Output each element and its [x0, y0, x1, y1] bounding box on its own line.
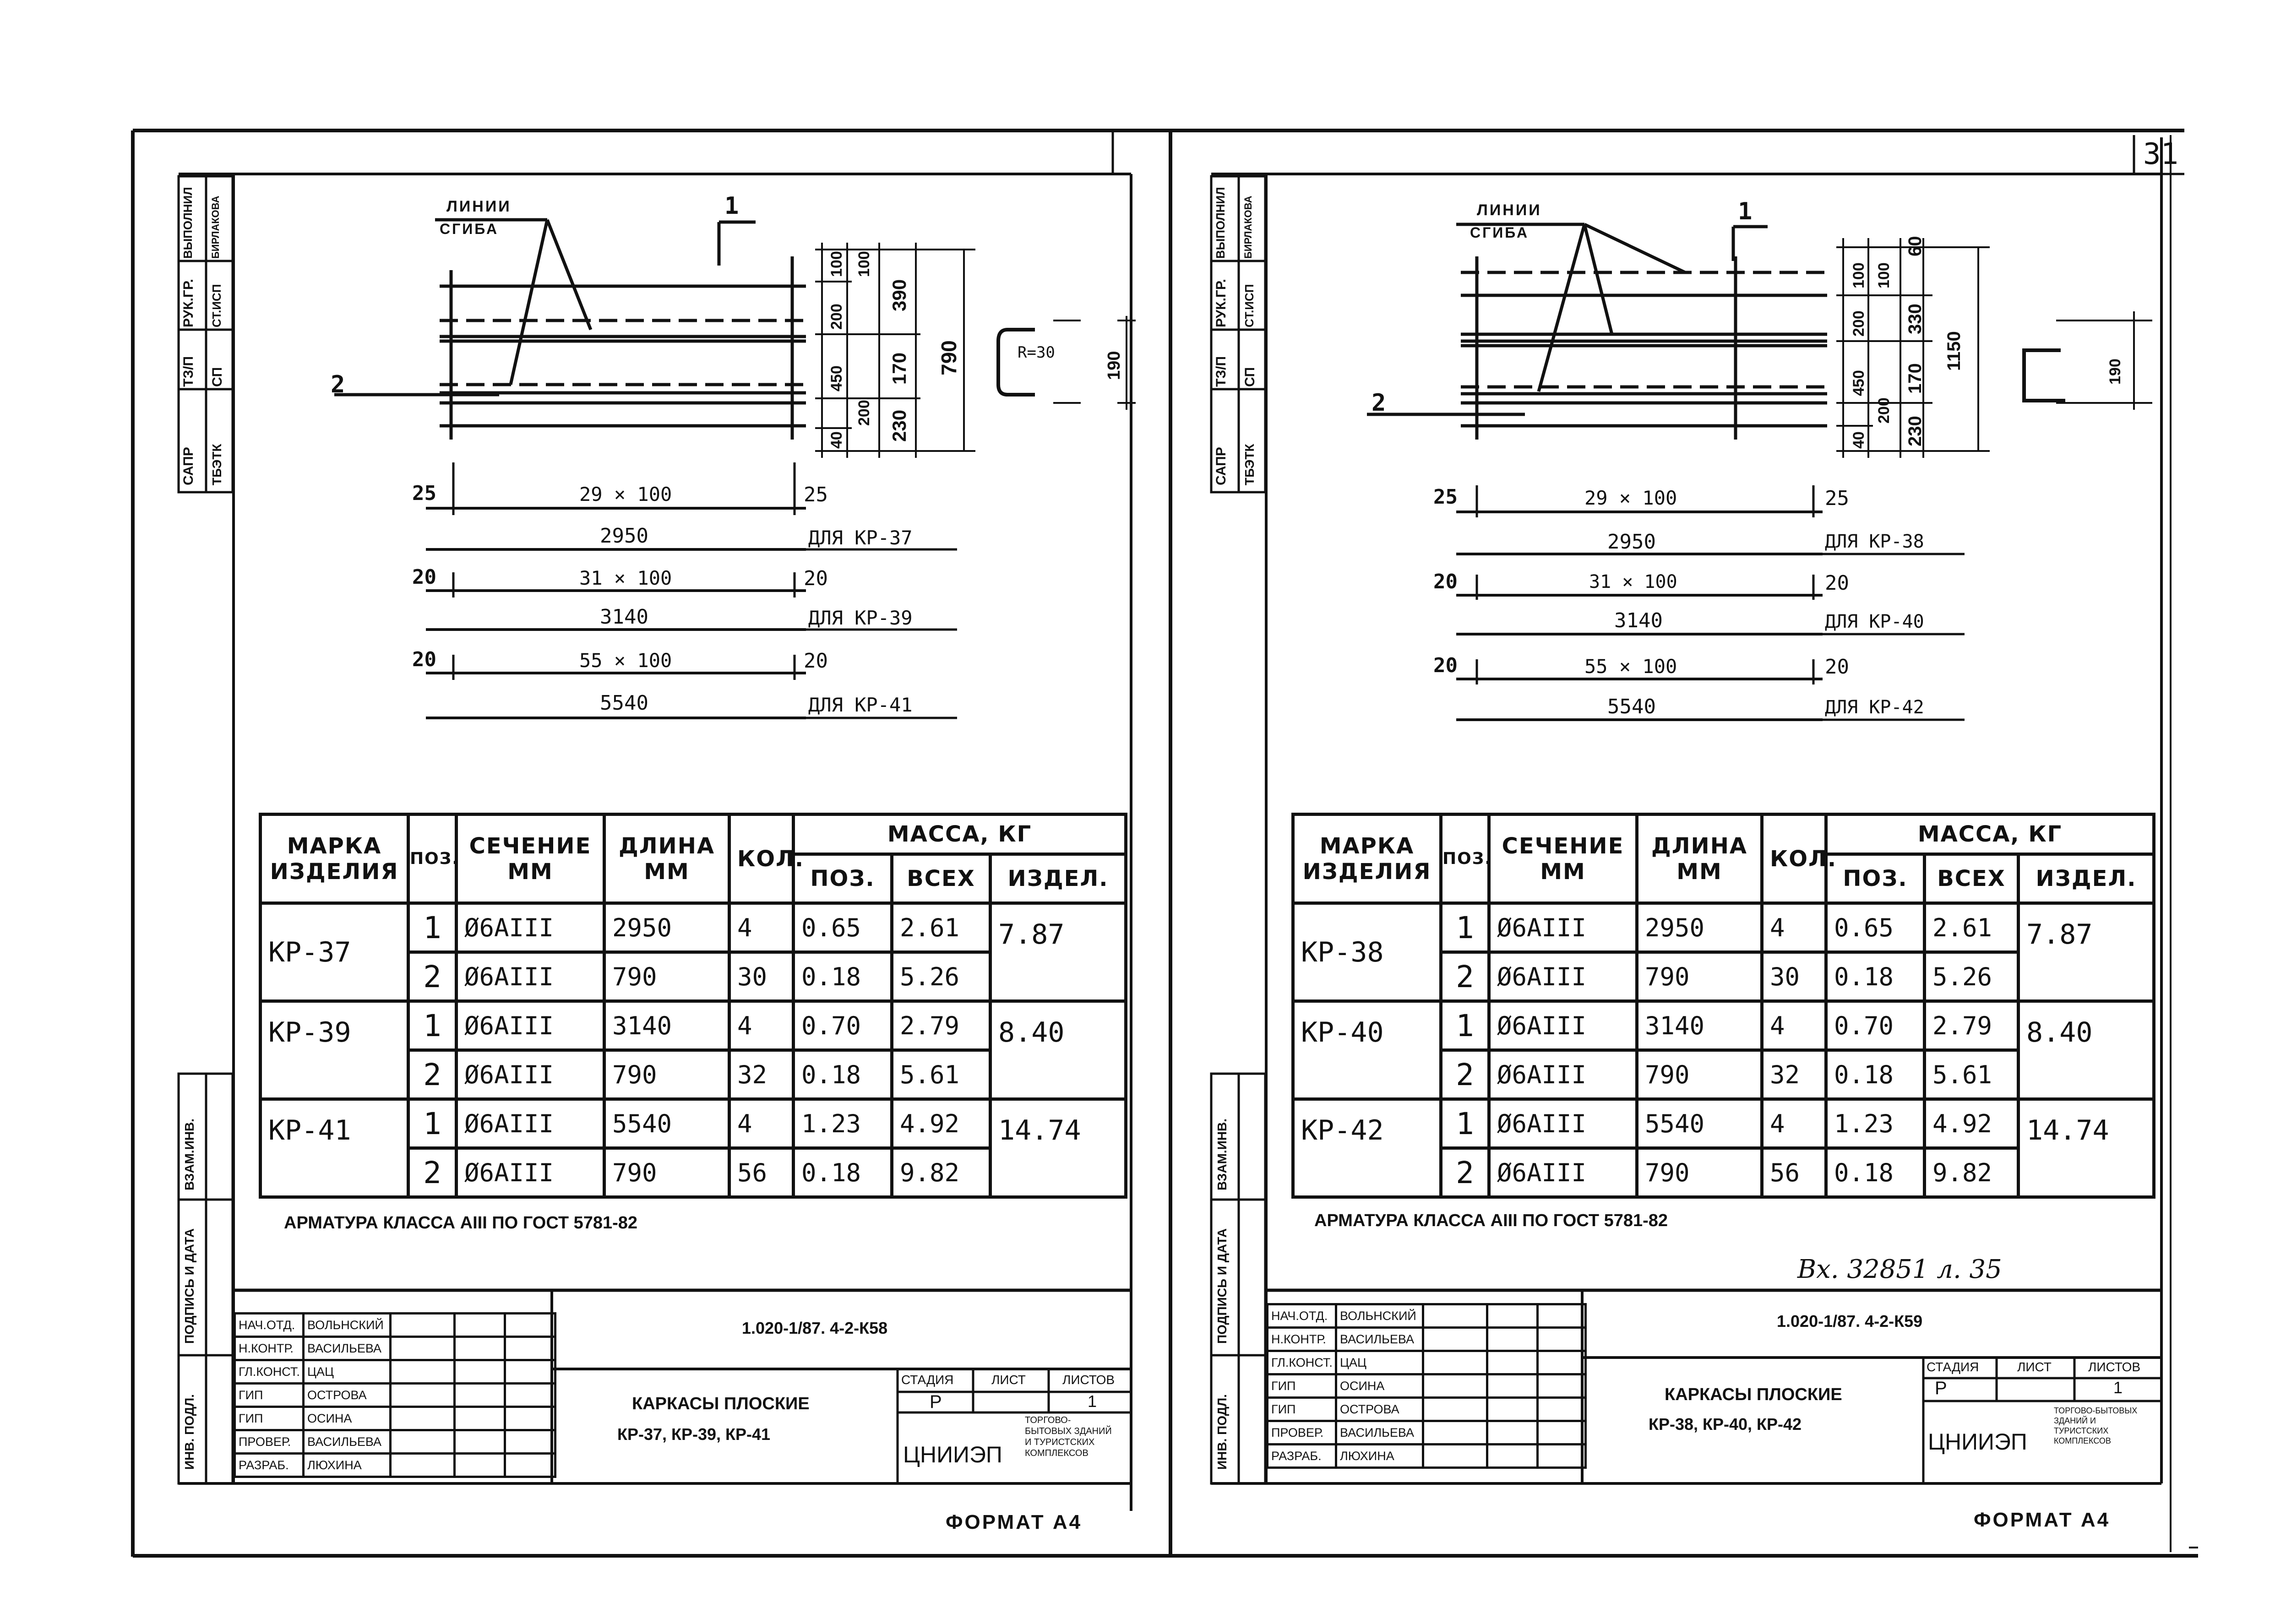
- right-mark-1: 1: [1738, 198, 1753, 225]
- right-len-3-span: 55 × 100: [1584, 655, 1677, 678]
- stamp-name-birlakova-right: БИРЛАКОВА: [1242, 196, 1254, 259]
- left-len-2-left: 20: [412, 565, 436, 589]
- right-mark-cell: КР-40: [1293, 1001, 1441, 1099]
- left-mass-all-cell: 9.82: [892, 1148, 991, 1197]
- right-qty-cell: 4: [1762, 903, 1826, 952]
- right-len-2-total: 3140: [1614, 609, 1663, 632]
- right-mass-all-cell: 5.61: [1925, 1050, 2019, 1099]
- right-sheet-label: ЛИСТ: [2017, 1360, 2052, 1374]
- left-pos-cell: 1: [408, 903, 457, 952]
- left-hdr-mass-all: ВСЕХ: [892, 854, 991, 903]
- left-dim-200b: 200: [855, 400, 873, 426]
- left-len-2-span: 31 × 100: [579, 567, 672, 589]
- right-len-3-right: 20: [1825, 655, 1849, 679]
- right-qty-cell: 56: [1762, 1148, 1826, 1197]
- staff-name: ВОЛЬНСКИЙ: [304, 1314, 391, 1337]
- right-section-cell: Ø6АIII: [1489, 1050, 1637, 1099]
- staff-role: ПРОВЕР.: [235, 1430, 304, 1454]
- left-dim-40: 40: [828, 431, 845, 449]
- stamp-label-rukgr-left: РУК.ГР.: [181, 279, 196, 327]
- staff-role: РАЗРАБ.: [235, 1454, 304, 1477]
- right-mass-pos-cell: 0.18: [1826, 1050, 1925, 1099]
- right-total-cell: 14.74: [2019, 1099, 2154, 1197]
- left-sheets-value: 1: [1088, 1392, 1097, 1411]
- right-qty-cell: 4: [1762, 1001, 1826, 1050]
- left-pos-cell: 2: [408, 1148, 457, 1197]
- right-len-3-left: 20: [1433, 654, 1458, 677]
- left-section-cell: Ø6АIII: [457, 903, 604, 952]
- stamp-label-sapr-right: САПР: [1214, 447, 1229, 485]
- right-doc-code: 1.020-1/87. 4-2-К59: [1777, 1312, 1923, 1331]
- handwritten-inbox-note: Вх. 32851 л. 35: [1797, 1255, 2002, 1284]
- stamp-label-vypolnil-left: ВЫПОЛНИЛ: [181, 187, 195, 259]
- right-dim-60: 60: [1905, 236, 1925, 256]
- right-bend-label-2: СГИБА: [1470, 224, 1529, 241]
- left-pos-cell: 1: [408, 1001, 457, 1050]
- right-bend-label-1: ЛИНИИ: [1477, 201, 1542, 219]
- right-section-cell: Ø6АIII: [1489, 952, 1637, 1001]
- right-org-name: ЦНИИЭП: [1928, 1429, 2027, 1455]
- right-length-cell: 3140: [1637, 1001, 1762, 1050]
- stamp-name-tbetk-left: ТБЭТК: [210, 444, 224, 485]
- right-org-small: ТОРГОВО-БЫТОВЫХ ЗДАНИЙ И ТУРИСТСКИХ КОМПЛЕКСОВ: [2054, 1406, 2138, 1445]
- right-mass-all-cell: 9.82: [1925, 1148, 2019, 1197]
- page-corner-number: 31: [2143, 137, 2179, 171]
- left-length-cell: 5540: [604, 1099, 729, 1148]
- left-sheet-label: ЛИСТ: [991, 1373, 1026, 1387]
- side-col-vzam-inv-right: ВЗАМ.ИНВ.: [1215, 1118, 1229, 1190]
- staff-name: ОСТРОВА: [1336, 1398, 1423, 1421]
- right-len-3-for: ДЛЯ КР-42: [1825, 697, 1924, 718]
- right-mark-2: 2: [1372, 389, 1386, 417]
- right-len-2-right: 20: [1825, 571, 1849, 595]
- left-mark-2: 2: [331, 371, 345, 398]
- side-col-podpis-right: ПОДПИСЬ И ДАТА: [1215, 1228, 1229, 1344]
- left-mass-pos-cell: 0.70: [794, 1001, 892, 1050]
- right-pos-cell: 1: [1441, 1099, 1489, 1148]
- left-hdr-pos: ПОЗ.: [408, 815, 457, 903]
- right-hdr-qty: КОЛ.: [1762, 815, 1826, 903]
- staff-name: ВАСИЛЬЕВА: [1336, 1421, 1423, 1445]
- staff-name: ВАСИЛЬЕВА: [304, 1430, 391, 1454]
- stamp-label-tp-left: ТЗ/П: [181, 356, 196, 387]
- stamp-label-tp-right: ТЗ/П: [1214, 356, 1229, 387]
- left-len-2-right: 20: [804, 567, 828, 590]
- right-dim-170: 170: [1905, 363, 1925, 394]
- stamp-name-sp-right: СП: [1242, 367, 1257, 387]
- right-pos-cell: 1: [1441, 1001, 1489, 1050]
- right-mark-cell: КР-42: [1293, 1099, 1441, 1197]
- left-title-line2: КР-37, КР-39, КР-41: [617, 1425, 771, 1444]
- left-dim-230: 230: [888, 409, 910, 442]
- left-pos-cell: 1: [408, 1099, 457, 1148]
- left-length-cell: 790: [604, 952, 729, 1001]
- left-hdr-mass-item: ИЗДЕЛ.: [991, 854, 1126, 903]
- left-mass-pos-cell: 0.18: [794, 1148, 892, 1197]
- right-section-cell: Ø6АIII: [1489, 1148, 1637, 1197]
- left-sheets-label: ЛИСТОВ: [1062, 1373, 1115, 1387]
- left-length-cell: 3140: [604, 1001, 729, 1050]
- left-dim-100a: 100: [828, 251, 845, 277]
- right-mass-pos-cell: 0.65: [1826, 903, 1925, 952]
- right-dim-450: 450: [1850, 370, 1867, 396]
- right-total-cell: 8.40: [2019, 1001, 2154, 1099]
- left-qty-cell: 32: [729, 1050, 794, 1099]
- left-format-label: ФОРМАТ А4: [946, 1511, 1083, 1533]
- stamp-name-birlakova-left: БИРЛАКОВА: [210, 196, 221, 259]
- left-length-cell: 790: [604, 1148, 729, 1197]
- right-staff-table: [1266, 1303, 1587, 1469]
- left-pos-cell: 2: [408, 952, 457, 1001]
- right-length-cell: 790: [1637, 1050, 1762, 1099]
- right-dim-100b: 100: [1875, 262, 1893, 288]
- right-mass-all-cell: 5.26: [1925, 952, 2019, 1001]
- right-title-line2: КР-38, КР-40, КР-42: [1649, 1415, 1802, 1434]
- right-len-3-total: 5540: [1607, 695, 1656, 718]
- right-stirrup-height: 190: [2106, 358, 2124, 385]
- staff-name: ЦАЦ: [1336, 1351, 1423, 1374]
- left-len-1-left: 25: [412, 482, 436, 505]
- left-mass-all-cell: 5.26: [892, 952, 991, 1001]
- right-length-cell: 5540: [1637, 1099, 1762, 1148]
- right-pos-cell: 2: [1441, 1050, 1489, 1099]
- right-hdr-mark: МАРКА ИЗДЕЛИЯ: [1293, 815, 1441, 903]
- left-bend-label-1: ЛИНИИ: [446, 198, 512, 215]
- right-len-2-for: ДЛЯ КР-40: [1825, 611, 1924, 632]
- right-len-2-left: 20: [1433, 570, 1458, 593]
- staff-name: ВОЛЬНСКИЙ: [1336, 1304, 1423, 1328]
- left-mass-pos-cell: 0.18: [794, 952, 892, 1001]
- staff-role: НАЧ.ОТД.: [235, 1314, 304, 1337]
- staff-role: НАЧ.ОТД.: [1268, 1304, 1336, 1328]
- stamp-label-vypolnil-right: ВЫПОЛНИЛ: [1214, 187, 1227, 259]
- left-bend-label-2: СГИБА: [440, 221, 499, 237]
- left-len-2-for: ДЛЯ КР-39: [808, 607, 913, 629]
- right-len-1-right: 25: [1825, 487, 1849, 510]
- left-len-3-total: 5540: [600, 691, 648, 715]
- left-hdr-section: СЕЧЕНИЕ ММ: [457, 815, 604, 903]
- right-pos-cell: 2: [1441, 1148, 1489, 1197]
- left-org-small: ТОРГОВО-БЫТОВЫХ ЗДАНИЙ И ТУРИСТСКИХ КОМПЛЕКСОВ: [1025, 1415, 1112, 1458]
- left-doc-code: 1.020-1/87. 4-2-К58: [742, 1319, 888, 1337]
- staff-name: ВАСИЛЬЕВА: [304, 1337, 391, 1360]
- left-mass-all-cell: 2.79: [892, 1001, 991, 1050]
- right-mass-all-cell: 2.61: [1925, 903, 2019, 952]
- right-section-cell: Ø6АIII: [1489, 1099, 1637, 1148]
- right-mass-pos-cell: 0.18: [1826, 952, 1925, 1001]
- right-sheets-label: ЛИСТОВ: [2088, 1360, 2141, 1374]
- right-hdr-mass: МАССА, КГ: [1826, 815, 2154, 854]
- right-dim-200b: 200: [1875, 397, 1893, 424]
- left-total-cell: 14.74: [991, 1099, 1126, 1197]
- right-mass-pos-cell: 0.70: [1826, 1001, 1925, 1050]
- right-hdr-pos: ПОЗ.: [1441, 815, 1489, 903]
- left-mass-pos-cell: 0.18: [794, 1050, 892, 1099]
- left-section-cell: Ø6АIII: [457, 1148, 604, 1197]
- staff-role: ГИП: [1268, 1374, 1336, 1398]
- right-qty-cell: 32: [1762, 1050, 1826, 1099]
- staff-role: Н.КОНТР.: [235, 1337, 304, 1360]
- staff-role: ГИП: [235, 1407, 304, 1430]
- staff-role: ГИП: [235, 1384, 304, 1407]
- left-hdr-qty: КОЛ.: [729, 815, 794, 903]
- left-mark-cell: КР-41: [261, 1099, 408, 1197]
- right-mass-pos-cell: 0.18: [1826, 1148, 1925, 1197]
- right-len-1-span: 29 × 100: [1584, 487, 1677, 509]
- right-len-1-for: ДЛЯ КР-38: [1825, 531, 1924, 552]
- left-qty-cell: 4: [729, 1099, 794, 1148]
- left-pos-cell: 2: [408, 1050, 457, 1099]
- staff-name: ЛЮХИНА: [304, 1454, 391, 1477]
- right-total-height: 1150: [1944, 331, 1964, 371]
- left-stirrup-height: 190: [1105, 351, 1124, 380]
- left-len-3-span: 55 × 100: [579, 649, 672, 672]
- left-qty-cell: 4: [729, 1001, 794, 1050]
- right-qty-cell: 4: [1762, 1099, 1826, 1148]
- right-dim-200: 200: [1850, 310, 1867, 337]
- left-mass-all-cell: 2.61: [892, 903, 991, 952]
- right-hdr-mass-all: ВСЕХ: [1925, 854, 2019, 903]
- staff-role: ГЛ.КОНСТ.: [235, 1360, 304, 1384]
- staff-role: ГИП: [1268, 1398, 1336, 1421]
- right-hdr-length: ДЛИНА ММ: [1637, 815, 1762, 903]
- left-dim-100b: 100: [855, 251, 873, 277]
- staff-name: ОСТРОВА: [304, 1384, 391, 1407]
- staff-role: Н.КОНТР.: [1268, 1328, 1336, 1351]
- left-length-cell: 2950: [604, 903, 729, 952]
- left-section-cell: Ø6АIII: [457, 1001, 604, 1050]
- left-dim-170: 170: [888, 352, 910, 385]
- left-section-cell: Ø6АIII: [457, 1099, 604, 1148]
- left-total-height: 790: [937, 340, 961, 375]
- right-sheets-value: 1: [2113, 1378, 2123, 1397]
- right-mass-all-cell: 2.79: [1925, 1001, 2019, 1050]
- left-len-3-for: ДЛЯ КР-41: [808, 694, 913, 716]
- right-format-label: ФОРМАТ А4: [1974, 1509, 2111, 1531]
- left-len-1-total: 2950: [600, 524, 648, 548]
- side-col-inv-podl-left: ИНВ. ПОДЛ.: [182, 1394, 196, 1470]
- right-dim-230: 230: [1905, 416, 1925, 446]
- right-section-cell: Ø6АIII: [1489, 1001, 1637, 1050]
- staff-role: ПРОВЕР.: [1268, 1421, 1336, 1445]
- stamp-name-tbetk-right: ТБЭТК: [1242, 444, 1257, 485]
- left-total-cell: 7.87: [991, 903, 1126, 1001]
- left-total-cell: 8.40: [991, 1001, 1126, 1099]
- left-mass-pos-cell: 0.65: [794, 903, 892, 952]
- right-qty-cell: 30: [1762, 952, 1826, 1001]
- side-col-podpis-left: ПОДПИСЬ И ДАТА: [182, 1228, 196, 1344]
- staff-name: ЦАЦ: [304, 1360, 391, 1384]
- right-mark-cell: КР-38: [1293, 903, 1441, 1001]
- left-hdr-mark: МАРКА ИЗДЕЛИЯ: [261, 815, 408, 903]
- right-total-cell: 7.87: [2019, 903, 2154, 1001]
- side-col-vzam-inv-left: ВЗАМ.ИНВ.: [182, 1118, 196, 1190]
- left-mark-cell: КР-37: [261, 903, 408, 1001]
- left-dim-200: 200: [828, 304, 845, 330]
- left-dim-450: 450: [828, 365, 845, 391]
- right-mass-pos-cell: 1.23: [1826, 1099, 1925, 1148]
- left-len-3-left: 20: [412, 648, 436, 671]
- stamp-label-sapr-left: САПР: [181, 447, 196, 485]
- left-section-cell: Ø6АIII: [457, 952, 604, 1001]
- left-org-name: ЦНИИЭП: [903, 1442, 1002, 1467]
- side-col-inv-podl-right: ИНВ. ПОДЛ.: [1215, 1394, 1229, 1470]
- staff-role: ГЛ.КОНСТ.: [1268, 1351, 1336, 1374]
- right-stage-value: Р: [1935, 1378, 1947, 1398]
- right-dim-100a: 100: [1850, 262, 1867, 288]
- right-hdr-section: СЕЧЕНИЕ ММ: [1489, 815, 1637, 903]
- right-hdr-mass-pos: ПОЗ.: [1826, 854, 1925, 903]
- right-dim-330: 330: [1905, 304, 1925, 334]
- left-len-1-span: 29 × 100: [579, 483, 672, 505]
- left-stage-value: Р: [930, 1392, 942, 1412]
- right-len-1-total: 2950: [1607, 530, 1656, 554]
- left-mark-cell: КР-39: [261, 1001, 408, 1099]
- right-mass-all-cell: 4.92: [1925, 1099, 2019, 1148]
- left-mark-1: 1: [724, 192, 739, 220]
- right-pos-cell: 1: [1441, 903, 1489, 952]
- left-mass-pos-cell: 1.23: [794, 1099, 892, 1148]
- left-title-line1: КАРКАСЫ ПЛОСКИЕ: [632, 1394, 810, 1413]
- stamp-name-sp-left: СП: [210, 367, 225, 387]
- right-rebar-note: АРМАТУРА КЛАССА АIII ПО ГОСТ 5781-82: [1314, 1211, 1668, 1230]
- right-section-cell: Ø6АIII: [1489, 903, 1637, 952]
- staff-name: ОСИНА: [304, 1407, 391, 1430]
- left-qty-cell: 30: [729, 952, 794, 1001]
- left-len-2-total: 3140: [600, 605, 648, 629]
- right-length-cell: 2950: [1637, 903, 1762, 952]
- left-hdr-mass-pos: ПОЗ.: [794, 854, 892, 903]
- right-length-cell: 790: [1637, 1148, 1762, 1197]
- left-section-cell: Ø6АIII: [457, 1050, 604, 1099]
- right-len-2-span: 31 × 100: [1589, 571, 1677, 592]
- right-stage-label: СТАДИЯ: [1927, 1360, 1979, 1374]
- right-title-line1: КАРКАСЫ ПЛОСКИЕ: [1665, 1385, 1842, 1404]
- left-qty-cell: 56: [729, 1148, 794, 1197]
- left-hdr-mass: МАССА, КГ: [794, 815, 1126, 854]
- right-length-cell: 790: [1637, 952, 1762, 1001]
- staff-role: РАЗРАБ.: [1268, 1445, 1336, 1468]
- staff-name: ОСИНА: [1336, 1374, 1423, 1398]
- left-dim-390: 390: [888, 279, 910, 311]
- right-pos-cell: 2: [1441, 952, 1489, 1001]
- left-qty-cell: 4: [729, 903, 794, 952]
- staff-name: ВАСИЛЬЕВА: [1336, 1328, 1423, 1351]
- left-mass-all-cell: 4.92: [892, 1099, 991, 1148]
- left-len-3-right: 20: [804, 649, 828, 673]
- stamp-name-stisp-right: СТ.ИСП: [1242, 284, 1256, 327]
- right-len-1-left: 25: [1433, 485, 1458, 509]
- right-hdr-mass-item: ИЗДЕЛ.: [2019, 854, 2154, 903]
- left-mass-all-cell: 5.61: [892, 1050, 991, 1099]
- left-radius-label: R=30: [1018, 343, 1055, 362]
- left-stage-label: СТАДИЯ: [901, 1373, 954, 1387]
- left-hdr-length: ДЛИНА ММ: [604, 815, 729, 903]
- right-dim-40: 40: [1850, 431, 1867, 449]
- left-rebar-note: АРМАТУРА КЛАССА АIII ПО ГОСТ 5781-82: [284, 1213, 638, 1233]
- stamp-name-stisp-left: СТ.ИСП: [210, 284, 223, 327]
- left-length-cell: 790: [604, 1050, 729, 1099]
- left-len-1-right: 25: [804, 483, 828, 506]
- staff-name: ЛЮХИНА: [1336, 1445, 1423, 1468]
- left-len-1-for: ДЛЯ КР-37: [808, 527, 913, 549]
- stamp-label-rukgr-right: РУК.ГР.: [1214, 279, 1229, 327]
